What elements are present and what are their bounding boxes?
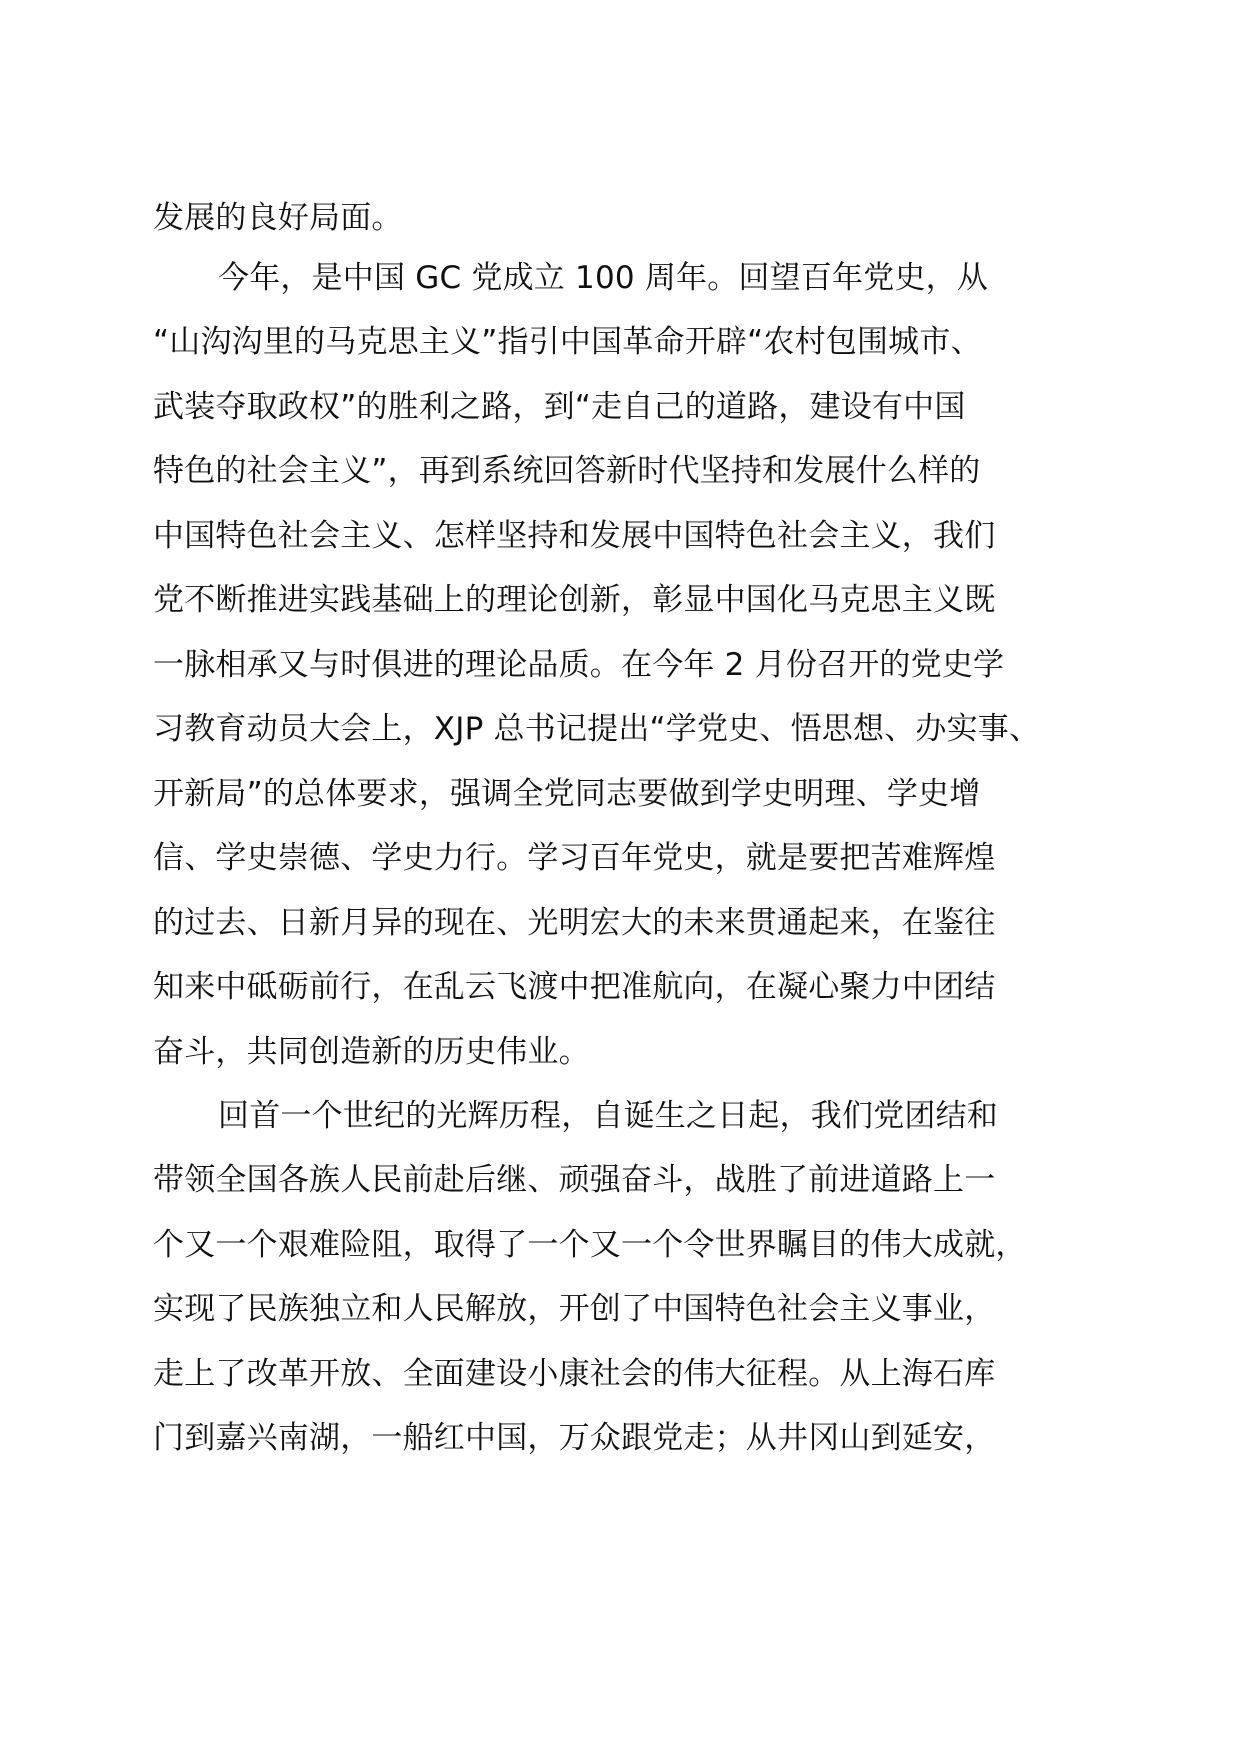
text-line: 特色的社会主义”，再到系统回答新时代坚持和发展什么样的 (153, 453, 981, 489)
text-line: 门到嘉兴南湖，一船红中国，万众跟党走；从井冈山到延安， (153, 1420, 996, 1456)
text-line: 武装夺取政权”的胜利之路，到“走自己的道路，建设有中国 (153, 389, 966, 425)
text-line: 实现了民族独立和人民解放，开创了中国特色社会主义事业， (153, 1291, 996, 1327)
text-line: 一脉相承又与时俱进的理论品质。在今年 2 月份召开的党史学 (153, 647, 1005, 683)
text-line: 带领全国各族人民前赴后继、顽强奋斗，战胜了前进道路上一 (153, 1162, 996, 1198)
text-line: 习教育动员大会上，XJP 总书记提出“学党史、悟思想、办实事、 (153, 711, 1041, 747)
paragraph-first-line: 今年，是中国 GC 党成立 100 周年。回望百年党史，从 (218, 260, 989, 296)
text-line: 奋斗，共同创造新的历史伟业。 (153, 1034, 590, 1070)
text-line: 走上了改革开放、全面建设小康社会的伟大征程。从上海石库 (153, 1356, 996, 1392)
text-line: 知来中砥砺前行，在乱云飞渡中把准航向，在凝心聚力中团结 (153, 969, 996, 1005)
text-line: 的过去、日新月异的现在、光明宏大的未来贯通起来，在鉴往 (153, 905, 996, 941)
text-line: 党不断推进实践基础上的理论创新，彰显中国化马克思主义既 (153, 582, 996, 618)
text-line: 信、学史崇德、学史力行。学习百年党史，就是要把苦难辉煌 (153, 840, 996, 876)
text-line: 中国特色社会主义、怎样坚持和发展中国特色社会主义，我们 (153, 518, 996, 554)
text-line: “山沟沟里的马克思主义”指引中国革命开辟“农村包围城市、 (153, 324, 982, 360)
text-line: 开新局”的总体要求，强调全党同志要做到学史明理、学史增 (153, 776, 981, 812)
text-line: 发展的良好局面。 (153, 200, 403, 236)
text-line: 个又一个艰难险阻，取得了一个又一个令世界瞩目的伟大成就， (153, 1227, 1027, 1263)
paragraph-first-line: 回首一个世纪的光辉历程，自诞生之日起，我们党团结和 (218, 1098, 998, 1134)
